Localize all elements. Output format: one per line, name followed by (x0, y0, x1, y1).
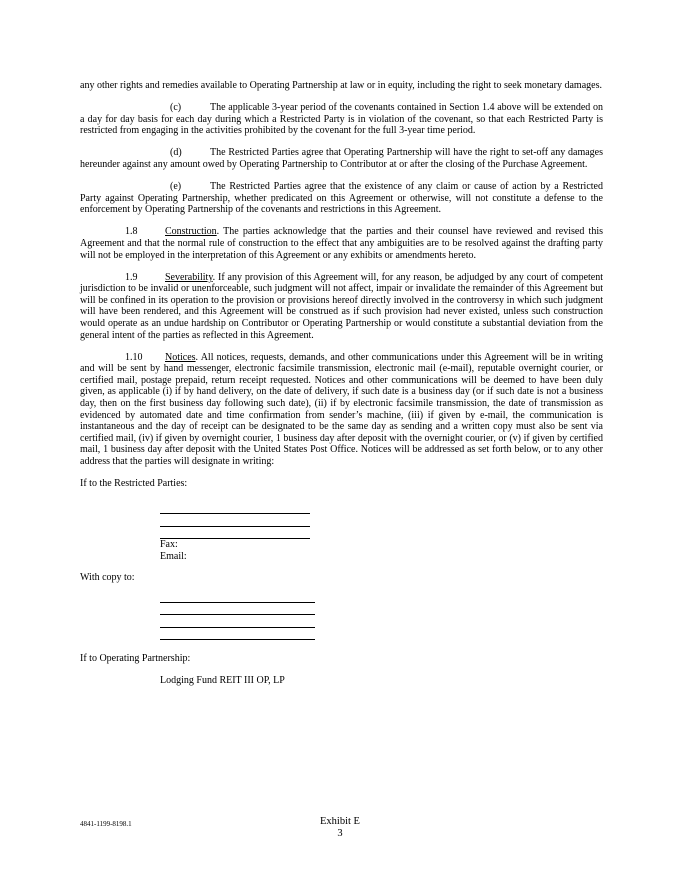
paragraph-d (80, 147, 603, 170)
section-1-8-number: 1.8 (125, 226, 138, 238)
copy-to-label: With copy to: (80, 572, 135, 584)
section-1-10-number: 1.10 (125, 351, 143, 363)
address-line (160, 628, 315, 641)
document-body (80, 80, 603, 686)
fax-label: Fax: (160, 539, 178, 551)
exhibit-label: Exhibit E (320, 816, 360, 827)
opening-paragraph: any other rights and remedies available to Operating Partnership at law or in equity, including the right to seek monetary damages. (80, 80, 602, 91)
operating-partnership-name: Lodging Fund REIT III OP, LP (160, 674, 285, 686)
paragraph-d-text: The Restricted Parties agree that Operating Partnership will have the right to set-off any damages hereunder against any amount owed by Operating Partnership to Contributor at or after the closing of the Purchase Agreement. (80, 147, 603, 170)
section-1-9-number: 1.9 (125, 271, 138, 283)
section-1-10-heading: Notices (165, 351, 196, 363)
footer-center (300, 816, 380, 840)
page-number: 3 (337, 828, 343, 839)
address-line (160, 502, 310, 515)
restricted-parties-address-block (160, 502, 603, 563)
address-line (160, 590, 315, 603)
section-1-9-heading: Severability (165, 271, 213, 283)
address-line (160, 615, 315, 628)
paragraph-d-label: (d) (170, 147, 182, 159)
section-1-8 (80, 226, 603, 261)
section-1-9 (80, 272, 603, 342)
address-line (160, 514, 310, 527)
section-1-10 (80, 352, 603, 468)
email-label: Email: (160, 550, 187, 562)
paragraph-c-text: The applicable 3-year period of the covenants contained in Section 1.4 above will be extended on a day for day basis for each day during which a Restricted Party is in violation of the covenant, so that each Restricted Party is restricted from engaging in the activities prohibited by the covenant for the full 3-year time period. (80, 102, 603, 137)
paragraph-c (80, 102, 603, 137)
section-1-10-text: . All notices, requests, demands, and other communications under this Agreement will be in writing and will be sent by hand messenger, electronic facsimile transmission, electronic mail (e-mail), reputable overnight courier, or certified mail, postage prepaid, return receipt requested. Notices and other communications will be deemed to have been duly given, as applicable (i) if by hand delivery, on the date of delivery, if such date is a business day (or if such date is not a business day, then on the first business day following such date), (ii) if by electronic facsimile transmission, the date of transmission as evidenced by automated date and time confirmation from sender’s machine, (iii) if given by e-mail, the communication is instantaneous and the day of receipt can be designated to be the same day as sending and a written copy must also be sent via certified mail, (iv) if given by overnight courier, 1 business day after deposit with the overnight courier, or (v) if given by certified mail, 1 business day after deposit with the United States Post Office. Notices will be addressed as set forth below, or to any other address that the parties will designate in writing: (80, 351, 603, 468)
paragraph-e-text: The Restricted Parties agree that the existence of any claim or cause of action by a Restricted Party against Operating Partnership, whether predicated on this Agreement or otherwise, will not constitute a defense to the enforcement by Operating Partnership of the covenants and restrictions in this Agreement. (80, 181, 603, 216)
restricted-parties-label: If to the Restricted Parties: (80, 478, 188, 490)
paragraph-e (80, 181, 603, 216)
document-id: 4841-1199-8198.1 (80, 820, 132, 828)
paragraph-c-label: (c) (170, 102, 182, 114)
section-1-8-heading: Construction (165, 226, 217, 238)
section-1-9-text: . If any provision of this Agreement will, for any reason, be adjudged by any court of competent jurisdiction to be invalid or unenforceable, such judgment will not affect, impair or invalidate the remainder of this Agreement but will be confined in its operation to the provision or provisions hereof directly involved in the controversy in which such judgment will have been rendered, and this Agreement will be construed as if such provision had never existed, unless such construction would operate as an undue hardship on Contributor or Operating Partnership or would constitute a substantial deviation from the general intent of the parties as reflected in this Agreement. (80, 271, 603, 341)
section-1-8-text: . The parties acknowledge that the parties and their counsel have reviewed and revised this Agreement and that the normal rule of construction to the effect that any ambiguities are to be resolved against the drafting party will not be employed in the interpretation of this Agreement or any exhibits or amendments hereto. (80, 226, 603, 261)
address-line (160, 527, 310, 540)
address-line (160, 603, 315, 616)
copy-address-block (160, 590, 603, 640)
operating-partnership-label: If to Operating Partnership: (80, 653, 191, 664)
paragraph-e-label: (e) (170, 181, 182, 193)
